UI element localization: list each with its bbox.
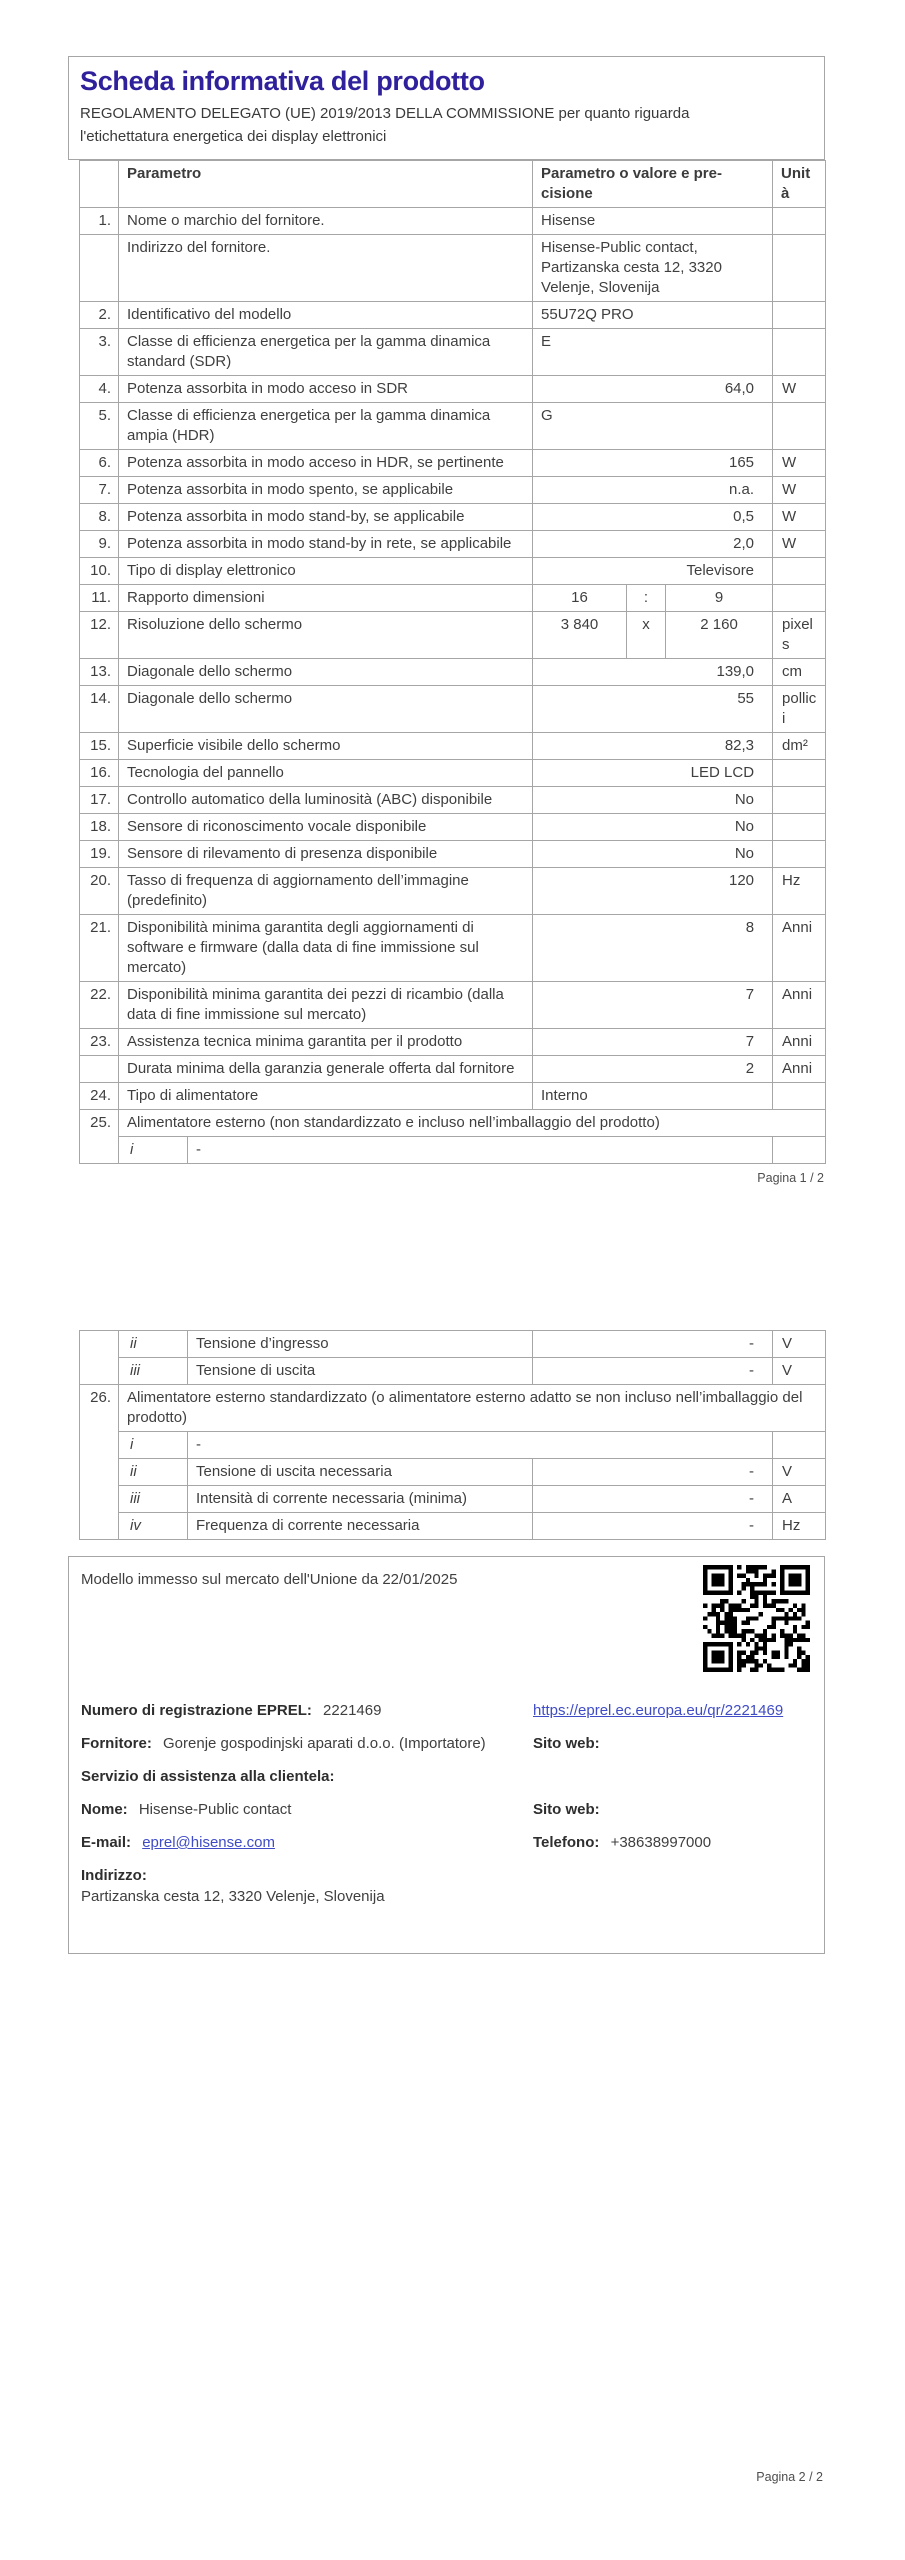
address-row xyxy=(81,1865,811,1907)
value-cell: - xyxy=(533,1513,773,1540)
name-value: Hisense-Public contact xyxy=(138,1801,292,1818)
table-row xyxy=(80,1137,826,1164)
param-label-cell: Classe di efficienza energetica per la gamma dinamica ampia (HDR) xyxy=(119,403,533,450)
unit-cell: pollici xyxy=(773,686,826,733)
customer-service-header: Servizio di assistenza alla clientela: xyxy=(81,1768,335,1785)
value-cell: - xyxy=(533,1358,773,1385)
market-date-line: Modello immesso sul mercato dell'Unione da 22/01/2025 xyxy=(81,1571,458,1588)
row-number-cell xyxy=(80,1056,119,1083)
table-row xyxy=(80,477,826,504)
param-span-cell: Alimentatore esterno (non standardizzato e incluso nell’imballaggio del prodotto) xyxy=(119,1110,826,1137)
sub-index-cell: i xyxy=(119,1137,188,1164)
row-number-cell: 8. xyxy=(80,504,119,531)
unit-cell: Anni xyxy=(773,1029,826,1056)
value-cell: 139,0 xyxy=(533,659,773,686)
row-number-cell: 23. xyxy=(80,1029,119,1056)
dash-value-cell: - xyxy=(188,1432,773,1459)
eprel-link-cell xyxy=(533,1700,811,1721)
header-valore: Parametro o valore e precisione xyxy=(533,161,773,208)
row-number-cell xyxy=(80,235,119,302)
param-label-cell: Sensore di riconoscimento vocale disponibile xyxy=(119,814,533,841)
regulation-subtitle-line2: l'etichettatura energetica dei display elettronici xyxy=(80,128,387,145)
value-cell: Hisense xyxy=(533,208,773,235)
param-label-cell: Tensione d’ingresso xyxy=(188,1331,533,1358)
row-number-cell: 7. xyxy=(80,477,119,504)
customer-service-header-row xyxy=(81,1766,811,1787)
param-label-cell: Intensità di corrente necessaria (minima) xyxy=(188,1486,533,1513)
param-label-cell: Risoluzione dello schermo xyxy=(119,612,533,659)
table-row xyxy=(80,787,826,814)
row-number-cell: 20. xyxy=(80,868,119,915)
table-row xyxy=(80,1513,826,1540)
power-supply-table xyxy=(79,1330,826,1540)
param-label-cell: Potenza assorbita in modo acceso in SDR xyxy=(119,376,533,403)
value-part-cell: 2 160 xyxy=(666,612,773,659)
value-cell: Hisense-Public contact, Partizanska cesta 12, 3320 Velenje, Slovenija xyxy=(533,235,773,302)
unit-cell xyxy=(773,302,826,329)
value-cell: G xyxy=(533,403,773,450)
address-value: Partizanska cesta 12, 3320 Velenje, Slovenija xyxy=(81,1888,385,1905)
param-label-cell: Tipo di display elettronico xyxy=(119,558,533,585)
unit-cell: Anni xyxy=(773,982,826,1029)
table-row xyxy=(80,558,826,585)
table-row xyxy=(80,1110,826,1137)
unit-cell: pixels xyxy=(773,612,826,659)
value-separator-cell: x xyxy=(627,612,666,659)
row-number-cell xyxy=(80,1331,119,1385)
value-cell: 55 xyxy=(533,686,773,733)
table-row xyxy=(80,1083,826,1110)
table-row xyxy=(80,733,826,760)
table-row xyxy=(80,376,826,403)
product-parameters-table xyxy=(79,160,826,1164)
sub-index-cell: iii xyxy=(119,1486,188,1513)
param-label-cell: Potenza assorbita in modo stand-by in rete, se applicabile xyxy=(119,531,533,558)
dash-value-cell: - xyxy=(188,1137,773,1164)
sub-index-cell: ii xyxy=(119,1459,188,1486)
param-label-cell: Tensione di uscita necessaria xyxy=(188,1459,533,1486)
value-cell: 0,5 xyxy=(533,504,773,531)
table-header-row xyxy=(80,161,826,208)
eprel-number xyxy=(81,1700,533,1721)
sub-index-cell: iii xyxy=(119,1358,188,1385)
eprel-number-row xyxy=(81,1700,811,1721)
unit-cell xyxy=(773,841,826,868)
table-row xyxy=(80,1432,826,1459)
header-num-cell xyxy=(80,161,119,208)
unit-cell xyxy=(773,208,826,235)
table-row xyxy=(80,531,826,558)
unit-cell: Hz xyxy=(773,868,826,915)
unit-cell xyxy=(773,585,826,612)
website-label: Sito web: xyxy=(533,1735,600,1752)
eprel-link[interactable]: https://eprel.ec.europa.eu/qr/2221469 xyxy=(533,1702,784,1719)
title-box xyxy=(68,56,825,160)
table-row xyxy=(80,982,826,1029)
row-number-cell: 3. xyxy=(80,329,119,376)
value-cell: 2,0 xyxy=(533,531,773,558)
value-cell: - xyxy=(533,1331,773,1358)
value-cell: 2 xyxy=(533,1056,773,1083)
qr-code-icon xyxy=(703,1565,810,1672)
regulation-subtitle-line1: REGOLAMENTO DELEGATO (UE) 2019/2013 DELLA COMMISSIONE per quanto riguarda xyxy=(80,105,690,122)
value-cell: Interno xyxy=(533,1083,773,1110)
unit-cell: A xyxy=(773,1486,826,1513)
value-cell: - xyxy=(533,1486,773,1513)
unit-cell xyxy=(773,814,826,841)
unit-cell: W xyxy=(773,376,826,403)
value-cell: - xyxy=(533,1459,773,1486)
row-number-cell: 26. xyxy=(80,1385,119,1540)
regulation-subtitle xyxy=(80,102,810,148)
row-number-cell: 2. xyxy=(80,302,119,329)
email-phone-row xyxy=(81,1832,811,1853)
unit-cell: V xyxy=(773,1331,826,1358)
product-parameters-section xyxy=(79,160,825,1185)
spacer xyxy=(81,1590,811,1700)
unit-cell: Anni xyxy=(773,915,826,982)
row-number-cell: 15. xyxy=(80,733,119,760)
table-row xyxy=(80,1385,826,1432)
value-cell: No xyxy=(533,841,773,868)
unit-cell xyxy=(773,1137,826,1164)
website2-cell xyxy=(533,1799,811,1820)
row-number-cell: 17. xyxy=(80,787,119,814)
page-indicator-2: Pagina 2 / 2 xyxy=(756,2470,823,2484)
param-label-cell: Sensore di rilevamento di presenza disponibile xyxy=(119,841,533,868)
row-number-cell: 12. xyxy=(80,612,119,659)
value-cell: 8 xyxy=(533,915,773,982)
email-label: E-mail: xyxy=(81,1834,132,1851)
param-label-cell: Indirizzo del fornitore. xyxy=(119,235,533,302)
supplier-label: Fornitore: xyxy=(81,1735,152,1752)
table-row xyxy=(80,585,826,612)
row-number-cell: 16. xyxy=(80,760,119,787)
row-number-cell: 4. xyxy=(80,376,119,403)
sub-index-cell: iv xyxy=(119,1513,188,1540)
header-unita: Unità xyxy=(773,161,826,208)
value-cell: 120 xyxy=(533,868,773,915)
param-span-cell: Alimentatore esterno standardizzato (o alimentatore esterno adatto se non incluso nell’imballaggio del prodotto) xyxy=(119,1385,826,1432)
unit-cell xyxy=(773,1432,826,1459)
supplier xyxy=(81,1733,533,1754)
table-row xyxy=(80,1459,826,1486)
eprel-label: Numero di registrazione EPREL: xyxy=(81,1702,312,1719)
unit-cell: cm xyxy=(773,659,826,686)
contact-name-row xyxy=(81,1799,811,1820)
eprel-value: 2221469 xyxy=(323,1702,382,1719)
param-label-cell: Diagonale dello schermo xyxy=(119,686,533,733)
unit-cell: V xyxy=(773,1459,826,1486)
row-number-cell: 22. xyxy=(80,982,119,1029)
row-number-cell: 13. xyxy=(80,659,119,686)
value-cell: Televisore xyxy=(533,558,773,585)
param-label-cell: Durata minima della garanzia generale offerta dal fornitore xyxy=(119,1056,533,1083)
value-cell: E xyxy=(533,329,773,376)
param-label-cell: Potenza assorbita in modo spento, se applicabile xyxy=(119,477,533,504)
unit-cell: W xyxy=(773,477,826,504)
row-number-cell: 6. xyxy=(80,450,119,477)
unit-cell xyxy=(773,558,826,585)
unit-cell: W xyxy=(773,450,826,477)
phone-label: Telefono: xyxy=(533,1834,600,1851)
unit-cell xyxy=(773,329,826,376)
unit-cell xyxy=(773,1083,826,1110)
unit-cell: Hz xyxy=(773,1513,826,1540)
contact-name xyxy=(81,1799,533,1820)
value-cell: 55U72Q PRO xyxy=(533,302,773,329)
table-row xyxy=(80,814,826,841)
value-cell: No xyxy=(533,787,773,814)
row-number-cell: 18. xyxy=(80,814,119,841)
value-cell: 7 xyxy=(533,1029,773,1056)
unit-cell: Anni xyxy=(773,1056,826,1083)
unit-cell xyxy=(773,403,826,450)
table-row xyxy=(80,612,826,659)
table-row xyxy=(80,329,826,376)
phone-cell xyxy=(533,1832,811,1853)
address-label: Indirizzo: xyxy=(81,1867,147,1884)
table-row xyxy=(80,235,826,302)
email xyxy=(81,1832,533,1853)
param-label-cell: Potenza assorbita in modo acceso in HDR, se pertinente xyxy=(119,450,533,477)
value-part-cell: 9 xyxy=(666,585,773,612)
row-number-cell: 21. xyxy=(80,915,119,982)
page-title: Scheda informativa del prodotto xyxy=(80,66,485,96)
phone-value: +38638997000 xyxy=(610,1834,712,1851)
unit-cell: W xyxy=(773,531,826,558)
table-row xyxy=(80,450,826,477)
value-cell: 82,3 xyxy=(533,733,773,760)
table-row xyxy=(80,868,826,915)
param-label-cell: Assistenza tecnica minima garantita per il prodotto xyxy=(119,1029,533,1056)
param-label-cell: Superficie visibile dello schermo xyxy=(119,733,533,760)
table-row xyxy=(80,1331,826,1358)
param-label-cell: Tipo di alimentatore xyxy=(119,1083,533,1110)
row-number-cell: 14. xyxy=(80,686,119,733)
unit-cell: W xyxy=(773,504,826,531)
value-cell: 7 xyxy=(533,982,773,1029)
table-row xyxy=(80,686,826,733)
website-cell xyxy=(533,1733,811,1754)
param-label-cell: Rapporto dimensioni xyxy=(119,585,533,612)
supplier-value: Gorenje gospodinjski aparati d.o.o. (Importatore) xyxy=(163,1735,486,1752)
email-link[interactable]: eprel@hisense.com xyxy=(142,1834,275,1851)
website2-label: Sito web: xyxy=(533,1801,600,1818)
param-label-cell: Frequenza di corrente necessaria xyxy=(188,1513,533,1540)
param-label-cell: Potenza assorbita in modo stand-by, se applicabile xyxy=(119,504,533,531)
param-label-cell: Tecnologia del pannello xyxy=(119,760,533,787)
param-label-cell: Disponibilità minima garantita degli aggiornamenti di software e firmware (dalla data di fine immissione sul mercato) xyxy=(119,915,533,982)
row-number-cell: 19. xyxy=(80,841,119,868)
row-number-cell: 25. xyxy=(80,1110,119,1164)
table-row xyxy=(80,841,826,868)
table-row xyxy=(80,1029,826,1056)
page-indicator-1: Pagina 1 / 2 xyxy=(757,1171,824,1185)
market-info-box xyxy=(68,1556,825,1954)
value-part-cell: 3 840 xyxy=(533,612,627,659)
param-label-cell: Disponibilità minima garantita dei pezzi di ricambio (dalla data di fine immissione sul mercato) xyxy=(119,982,533,1029)
value-cell: 165 xyxy=(533,450,773,477)
table-row xyxy=(80,915,826,982)
param-label-cell: Tensione di uscita xyxy=(188,1358,533,1385)
row-number-cell: 9. xyxy=(80,531,119,558)
unit-cell xyxy=(773,235,826,302)
value-cell: n.a. xyxy=(533,477,773,504)
row-number-cell: 10. xyxy=(80,558,119,585)
table-row xyxy=(80,302,826,329)
value-cell: No xyxy=(533,814,773,841)
sub-index-cell: i xyxy=(119,1432,188,1459)
table-row xyxy=(80,1056,826,1083)
unit-cell xyxy=(773,760,826,787)
table-row xyxy=(80,1358,826,1385)
header-parametro: Parametro xyxy=(119,161,533,208)
power-supply-section xyxy=(79,1330,825,1540)
param-label-cell: Tasso di frequenza di aggiornamento dell’immagine (predefinito) xyxy=(119,868,533,915)
param-label-cell: Classe di efficienza energetica per la gamma dinamica standard (SDR) xyxy=(119,329,533,376)
value-cell: LED LCD xyxy=(533,760,773,787)
param-label-cell: Nome o marchio del fornitore. xyxy=(119,208,533,235)
value-cell: 64,0 xyxy=(533,376,773,403)
param-label-cell: Diagonale dello schermo xyxy=(119,659,533,686)
supplier-row xyxy=(81,1733,811,1754)
table-row xyxy=(80,208,826,235)
value-separator-cell: : xyxy=(627,585,666,612)
value-part-cell: 16 xyxy=(533,585,627,612)
table-row xyxy=(80,403,826,450)
unit-cell: dm² xyxy=(773,733,826,760)
row-number-cell: 5. xyxy=(80,403,119,450)
table-row xyxy=(80,659,826,686)
row-number-cell: 24. xyxy=(80,1083,119,1110)
name-label: Nome: xyxy=(81,1801,128,1818)
row-number-cell: 1. xyxy=(80,208,119,235)
sub-index-cell: ii xyxy=(119,1331,188,1358)
table-row xyxy=(80,1486,826,1513)
unit-cell: V xyxy=(773,1358,826,1385)
unit-cell xyxy=(773,787,826,814)
row-number-cell: 11. xyxy=(80,585,119,612)
param-label-cell: Identificativo del modello xyxy=(119,302,533,329)
table-row xyxy=(80,504,826,531)
param-label-cell: Controllo automatico della luminosità (ABC) disponibile xyxy=(119,787,533,814)
table-row xyxy=(80,760,826,787)
